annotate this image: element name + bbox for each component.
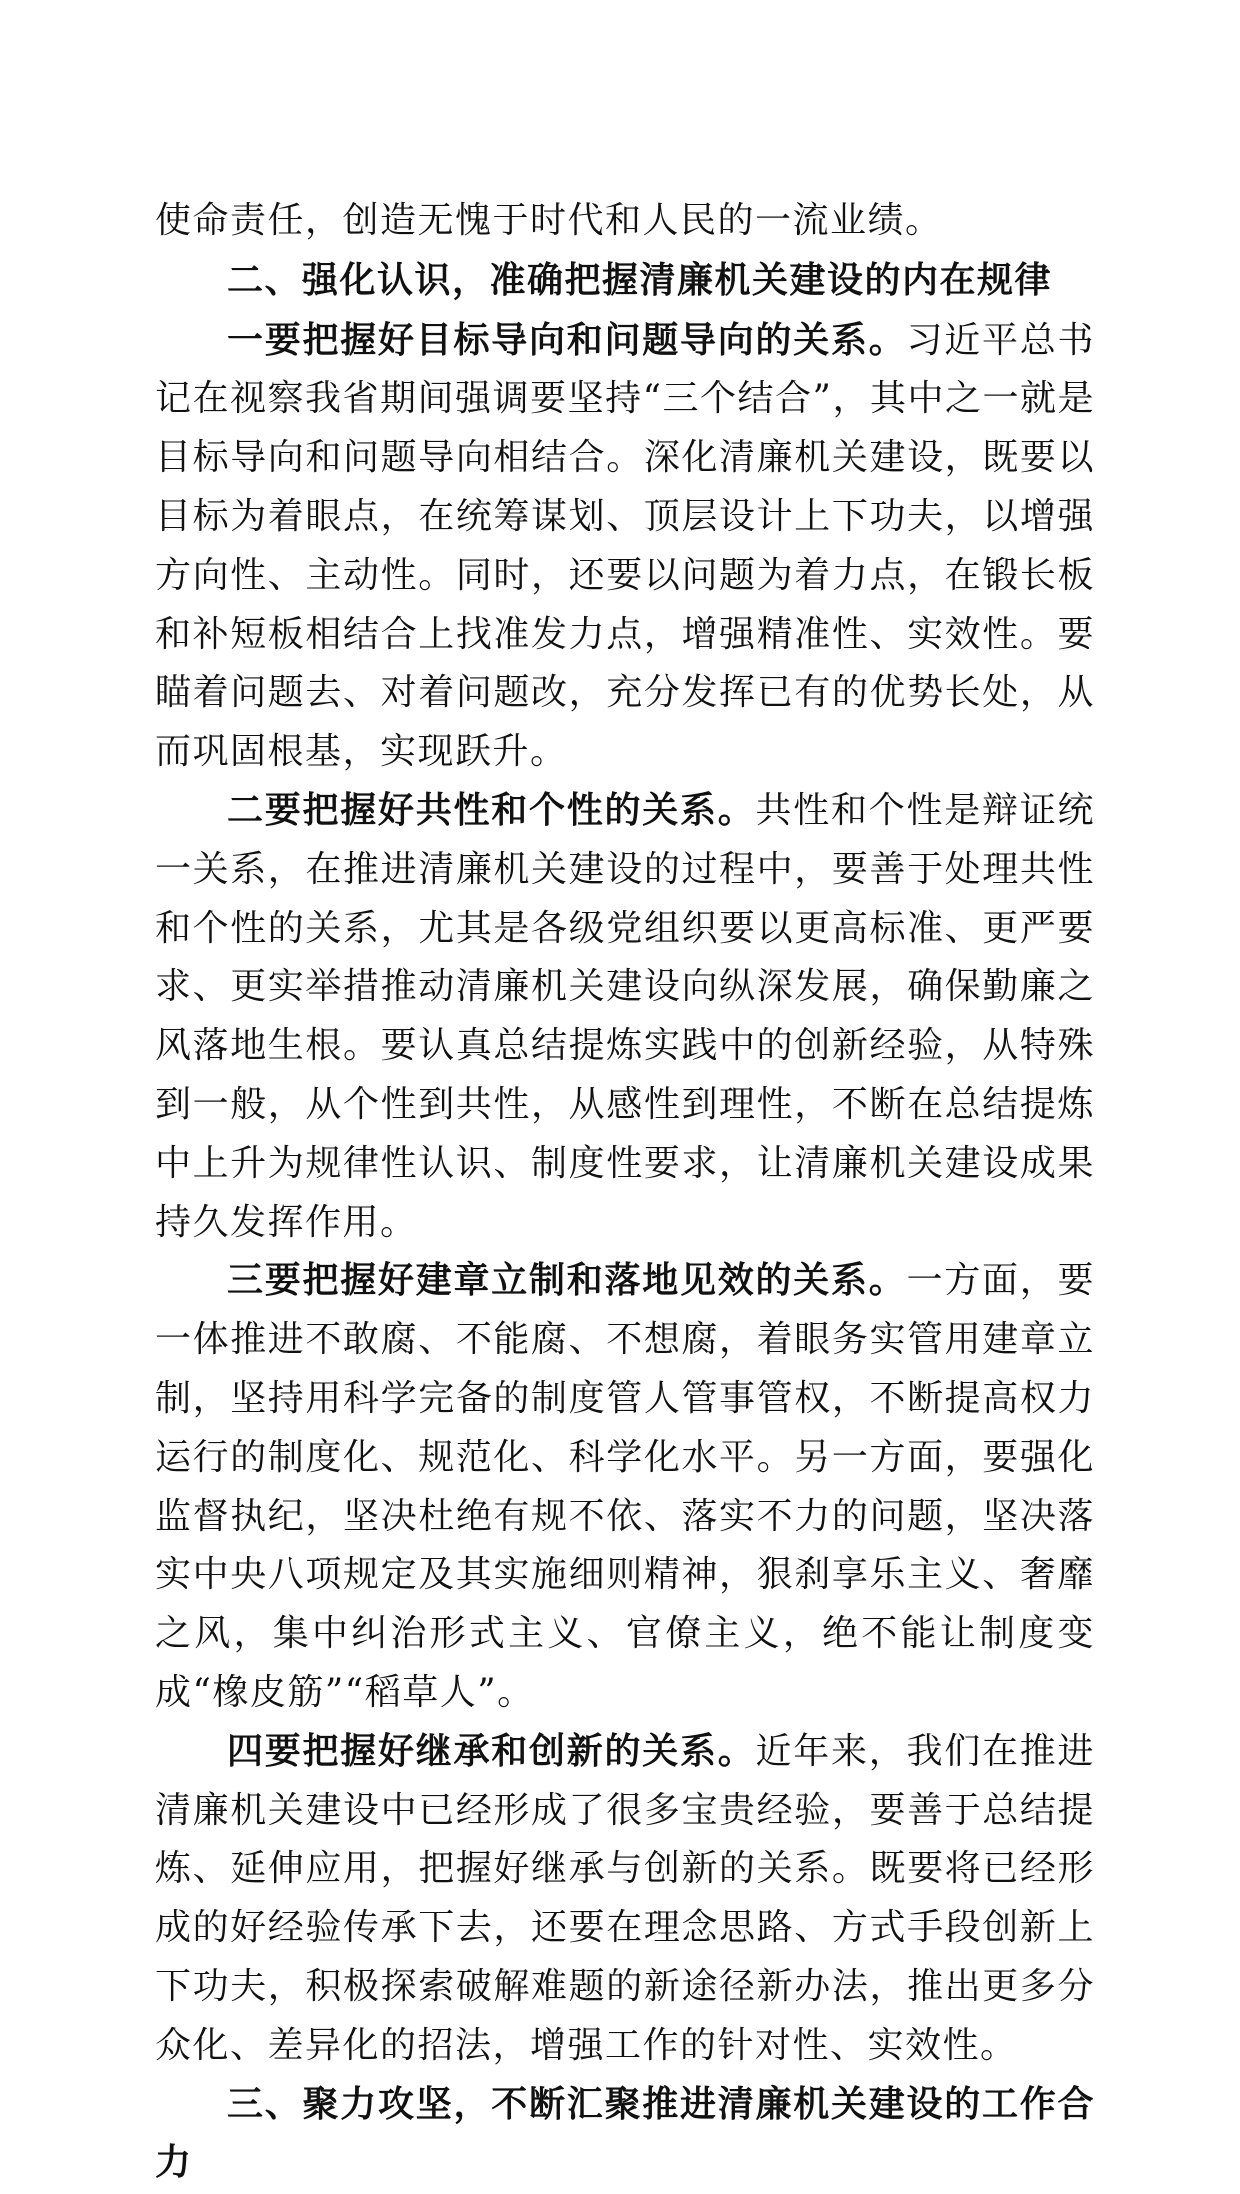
paragraph-1-lead: 一要把握好目标导向和问题导向的关系。 — [227, 319, 907, 361]
continuation-paragraph: 使命责任，创造无愧于时代和人民的一流业绩。 — [155, 200, 943, 241]
paragraph-3-body: 一方面，要一体推进不敢腐、不能腐、不想腐，着眼务实管用建章立制，坚持用科学完备的制度管人管事管权，不断提高权力运行的制度化、规范化、科学化水平。另一方面，要强化监督执纪，坚决杜绝有规不依、落实不力的问题，坚决落实中央八项规定及其实施细则精神，狠刹享乐主义、奢靡之风，集中纠治形式主义、官僚主义，绝不能让制度变成“橡皮筋”“稻草人”。 — [155, 1260, 1095, 1713]
paragraph-1-body: 习近平总书记在视察我省期间强调要坚持“三个结合”，其中之一就是目标导向和问题导向相结合。深化清廉机关建设，既要以目标为着眼点，在统筹谋划、顶层设计上下功夫，以增强方向性、主动性。同时，还要以问题为着力点，在锻长板和补短板相结合上找准发力点，增强精准性、实效性。要瞄着问题去、对着问题改，充分发挥已有的优势长处，从而巩固根基，实现跃升。 — [155, 319, 1095, 773]
section-heading-2: 二、强化认识，准确把握清廉机关建设的内在规律 — [227, 259, 1053, 301]
paragraph-3-lead: 三要把握好建章立制和落地见效的关系。 — [227, 1260, 907, 1302]
paragraph-2-lead: 二要把握好共性和个性的关系。 — [227, 789, 756, 831]
document-body — [155, 192, 1095, 2194]
paragraph-2-body: 共性和个性是辩证统一关系，在推进清廉机关建设的过程中，要善于处理共性和个性的关系，尤其是各级党组织要以更高标准、更严要求、更实举措推动清廉机关建设向纵深发展，确保勤廉之风落地生根。要认真总结提炼实践中的创新经验，从特殊到一般，从个性到共性，从感性到理性，不断在总结提炼中上升为规律性认识、制度性要求，让清廉机关建设成果持久发挥作用。 — [155, 789, 1095, 1243]
paragraph-4-body: 近年来，我们在推进清廉机关建设中已经形成了很多宝贵经验，要善于总结提炼、延伸应用，把握好继承与创新的关系。既要将已经形成的好经验传承下去，还要在理念思路、方式手段创新上下功夫，积极探索破解难题的新途径新办法，推出更多分众化、差异化的招法，增强工作的针对性、实效性。 — [155, 1730, 1095, 2066]
paragraph-4-lead: 四要把握好继承和创新的关系。 — [227, 1730, 756, 1772]
section-heading-3: 三、聚力攻坚，不断汇聚推进清廉机关建设的工作合力 — [155, 2083, 1095, 2184]
paragraph-4 — [155, 1723, 1095, 2076]
paragraph-1 — [155, 312, 1095, 782]
paragraph-3 — [155, 1252, 1095, 1722]
paragraph-2 — [155, 782, 1095, 1252]
